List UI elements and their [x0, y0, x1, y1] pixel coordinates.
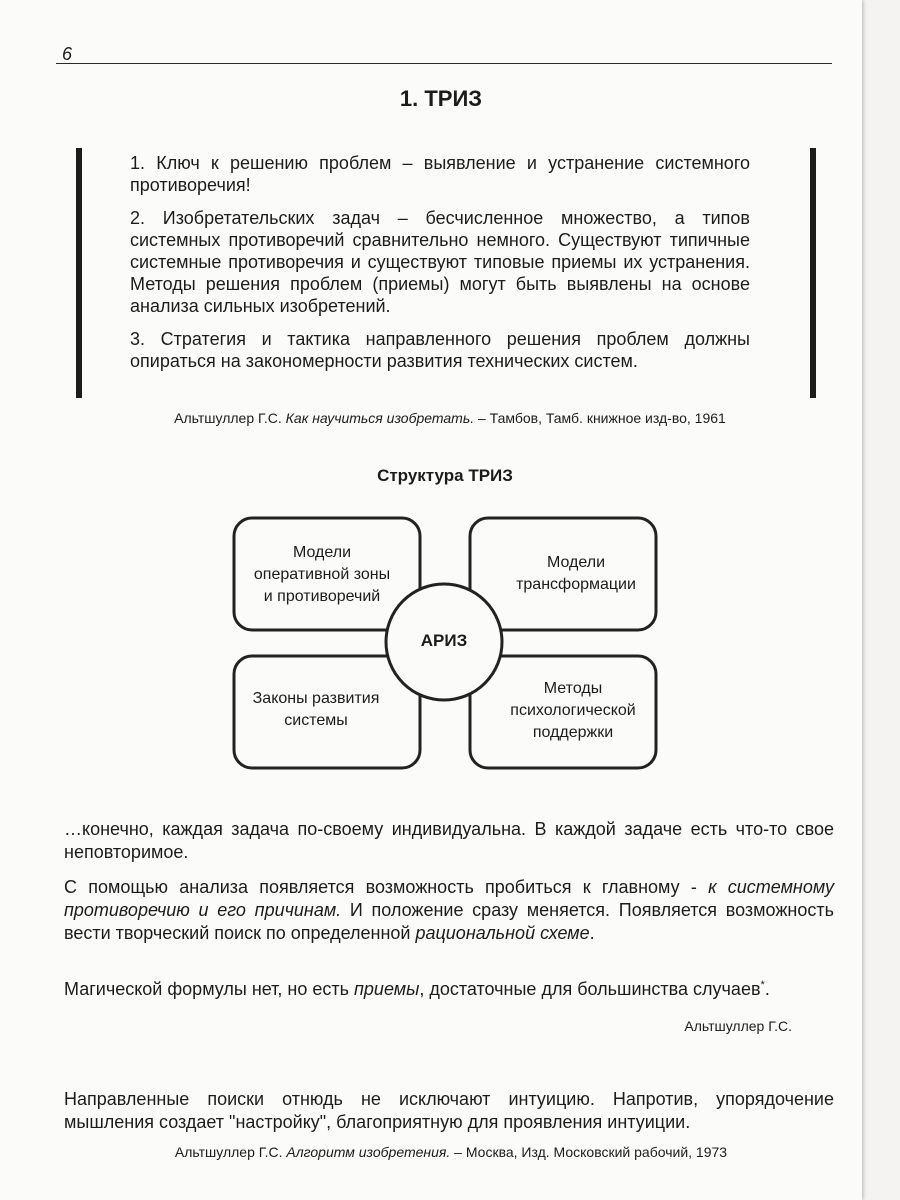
quote-bar-right	[810, 148, 816, 398]
p2-emphasis-1: к системному противоречию и его причинам.	[64, 877, 834, 920]
box-top-right-line-1: Модели	[546, 554, 606, 571]
citation-2-rest: – Москва, Изд. Московский рабочий, 1973	[454, 1144, 728, 1160]
citation-1-title: Как научиться изобретать.	[285, 410, 475, 426]
p3-part-c: .	[764, 979, 770, 999]
citation-1-rest: – Тамбов, Тамб. книжное изд-во, 1961	[477, 410, 726, 426]
box-top-left-line-3: и противоречий	[263, 588, 381, 605]
p3-part-a: Магической формулы нет, но есть	[64, 979, 355, 999]
quote-box	[76, 148, 816, 398]
box-bottom-right-line-2: психологической	[510, 702, 636, 719]
p3-part-b: , достаточные для большинства случаев	[419, 979, 761, 999]
box-top-right-text	[496, 552, 656, 596]
chapter-title: 1. ТРИЗ	[399, 86, 483, 111]
citation-1-author: Альтшуллер Г.С.	[174, 410, 282, 426]
box-top-left-text	[242, 542, 402, 608]
quote-item-2: 2. Изобретательских задач – бесчисленное множество, а типов системных противоречий сравнительно немного. Существуют типичные системные противоречия и существуют типовые приемы их устранения. Методы решения проблем (приемы) могут быть выявлены на основе анализа сильных изобретений.	[130, 208, 750, 316]
p2-part-b: И положение сразу меняется. Появляется возможность вести творческий поиск по определенной	[64, 900, 834, 943]
paragraph-2-text	[64, 876, 834, 945]
p3-emphasis: приемы	[354, 979, 420, 999]
citation-1	[0, 410, 900, 426]
paragraph-3-author: Альтшуллер Г.С.	[684, 1018, 792, 1034]
header-rule	[56, 63, 832, 64]
box-bottom-right-text	[490, 678, 656, 744]
center-label: АРИЗ	[420, 631, 468, 650]
box-bottom-right-line-1: Методы	[543, 680, 603, 697]
paragraph-4-text: Направленные поиски отнюдь не исключают интуицию. Напротив, упорядочение мышления создает "настройку", благоприятную для проявления интуиции.	[64, 1089, 834, 1132]
footnote-marker: *	[760, 979, 765, 991]
box-top-left-line-1: Модели	[292, 544, 352, 561]
quote-item-3: 3. Стратегия и тактика направленного решения проблем должны опираться на закономерности развития технических систем.	[130, 329, 750, 371]
box-top-left-line-2: оперативной зоны	[253, 566, 391, 583]
box-top-right-line-2: трансформации	[516, 576, 636, 593]
paragraph-4	[64, 1088, 834, 1134]
box-bottom-left-line-2: системы	[284, 712, 348, 729]
p2-emphasis-2: рациональной схеме	[415, 923, 590, 943]
citation-2-author: Альтшуллер Г.С.	[174, 1144, 283, 1160]
box-bottom-left-line-1: Законы развития	[252, 690, 380, 707]
quote-bar-left	[76, 148, 82, 398]
triz-structure-diagram	[226, 512, 666, 776]
diagram-title: Структура ТРИЗ	[377, 466, 513, 485]
p2-part-c: .	[589, 923, 595, 943]
box-bottom-left-text	[242, 688, 390, 732]
quote-item-1: 1. Ключ к решению проблем – выявление и устранение системного противоречия!	[130, 153, 750, 195]
citation-2	[0, 1144, 900, 1160]
p2-part-a: С помощью анализа появляется возможность пробиться к главному -	[64, 877, 709, 897]
citation-2-title: Алгоритм изобретения.	[286, 1144, 451, 1160]
box-bottom-right-line-3: поддержки	[532, 724, 614, 741]
paragraph-1	[64, 818, 834, 864]
paragraph-2	[64, 876, 834, 945]
page-number: 6	[62, 44, 73, 64]
quote-items	[130, 152, 750, 383]
paragraph-3-text	[64, 978, 834, 1001]
paragraph-1-text: …конечно, каждая задача по-своему индивидуальна. В каждой задаче есть что-то свое неповторимое.	[64, 819, 834, 862]
paragraph-3	[64, 978, 834, 1001]
